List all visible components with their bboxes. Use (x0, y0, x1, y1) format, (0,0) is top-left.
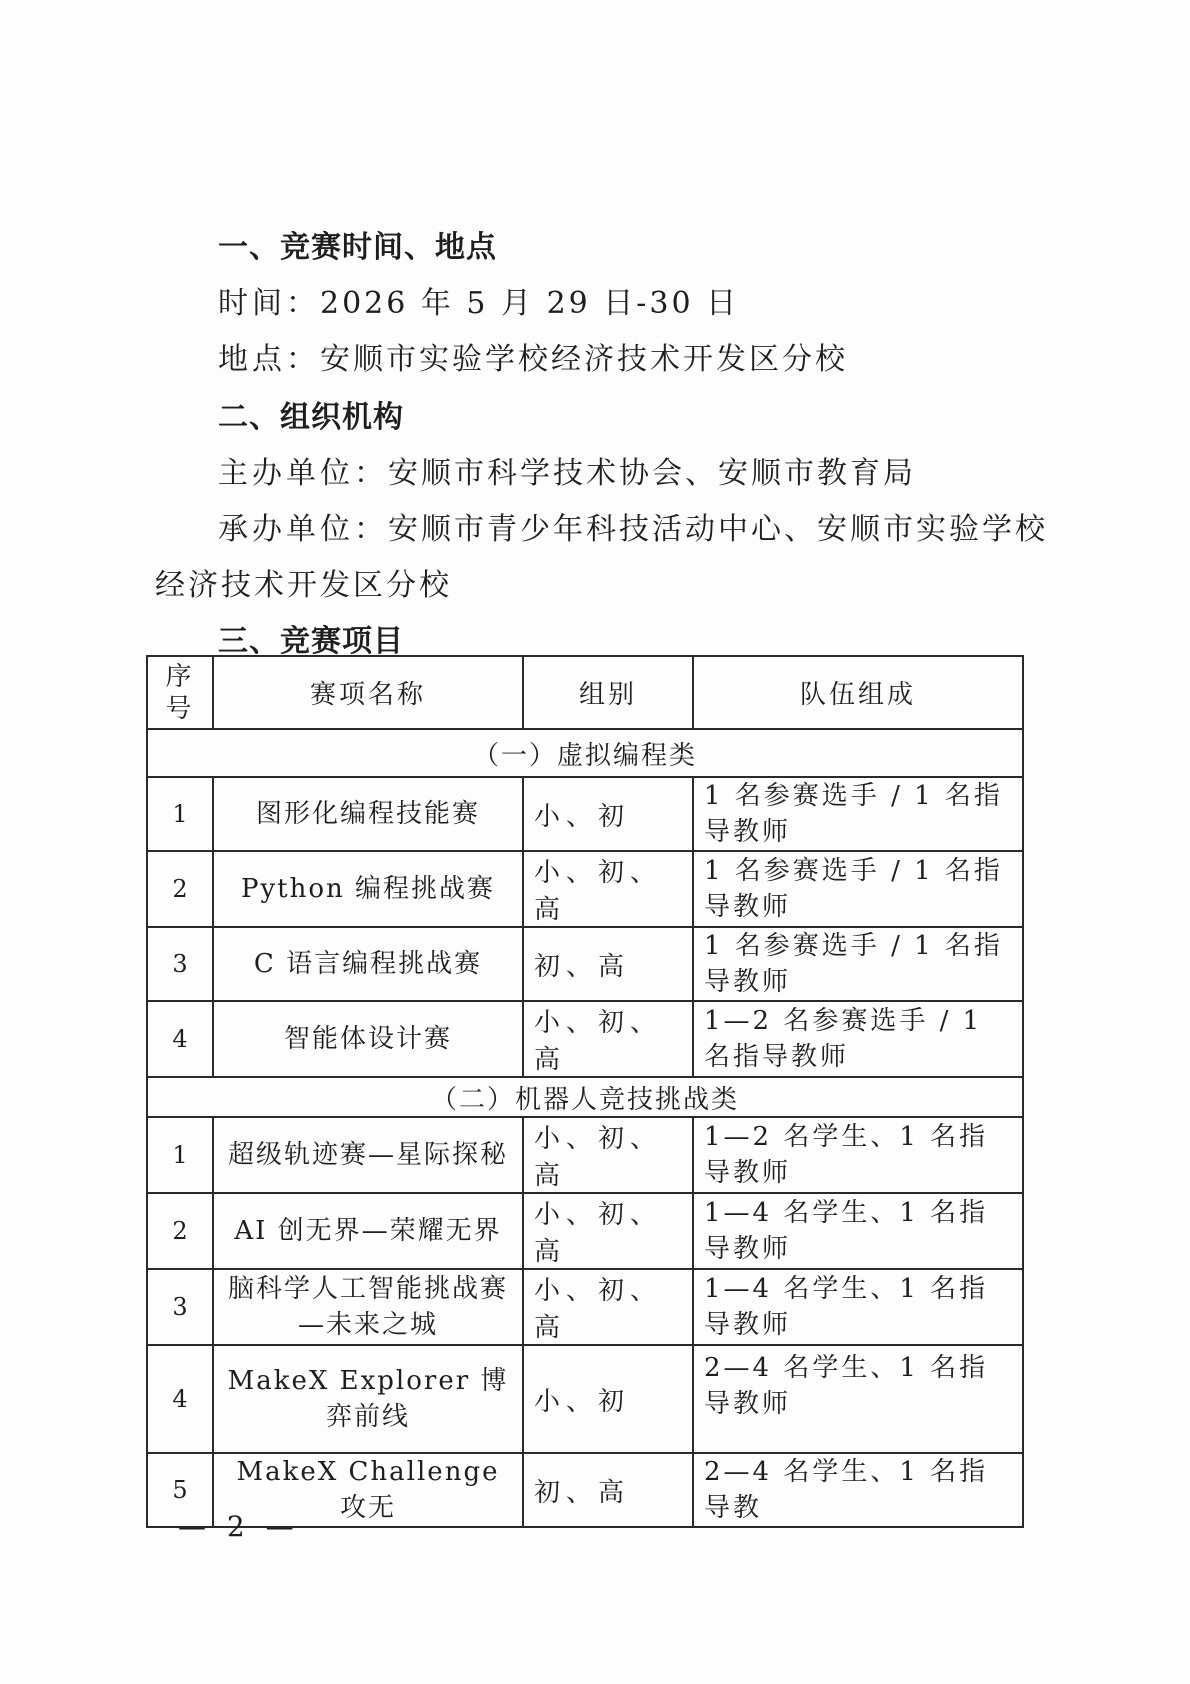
row-idx: 1 (147, 777, 213, 851)
category-row-robotics (147, 1077, 1023, 1117)
row-group: 小、初、高 (523, 1001, 693, 1077)
row-team: 1—4 名学生、1 名指导教师 (693, 1269, 1023, 1345)
row-idx: 5 (147, 1453, 213, 1527)
category-label: （二）机器人竞技挑战类 (147, 1077, 1023, 1117)
row-group: 小、初、高 (523, 851, 693, 927)
row-group: 小、初 (523, 1345, 693, 1453)
time-label: 时间： (218, 286, 320, 321)
row-name: AI 创无界—荣耀无界 (213, 1193, 523, 1269)
row-team: 1—2 名参赛选手 / 1 名指导教师 (693, 1001, 1023, 1077)
row-group: 小、初、高 (523, 1117, 693, 1193)
organizer-value-line1: 安顺市青少年科技活动中心、安顺市实验学校 (388, 512, 1048, 547)
table-row (147, 851, 1023, 927)
time-value: 2026 年 5 月 29 日-30 日 (320, 286, 740, 321)
header-idx (147, 656, 213, 729)
competition-table (146, 655, 1024, 1528)
row-team: 1—4 名学生、1 名指导教师 (693, 1193, 1023, 1269)
category-row-virtual-programming (147, 729, 1023, 777)
row-name: MakeX Challenge 攻无 (213, 1453, 523, 1527)
row-group: 小、初、高 (523, 1193, 693, 1269)
row-group: 小、初 (523, 777, 693, 851)
table-header-row (147, 656, 1023, 729)
host-line (218, 448, 916, 492)
row-name: 图形化编程技能赛 (213, 777, 523, 851)
category-label: （一）虚拟编程类 (147, 729, 1023, 777)
header-idx-line1: 序 (165, 661, 195, 692)
table-row (147, 777, 1023, 851)
row-group: 小、初、高 (523, 1269, 693, 1345)
row-idx: 3 (147, 927, 213, 1001)
place-value: 安顺市实验学校经济技术开发区分校 (320, 342, 848, 377)
table-row (147, 1193, 1023, 1269)
row-team: 1 名参赛选手 / 1 名指导教师 (693, 777, 1023, 851)
header-team: 队伍组成 (693, 656, 1023, 729)
row-idx: 2 (147, 1193, 213, 1269)
section3-heading: 三、竞赛项目 (218, 624, 404, 659)
row-name: 超级轨迹赛—星际探秘 (213, 1117, 523, 1193)
row-team: 1 名参赛选手 / 1 名指导教师 (693, 851, 1023, 927)
row-team: 2—4 名学生、1 名指导教师 (693, 1345, 1023, 1453)
row-idx: 1 (147, 1117, 213, 1193)
header-name: 赛项名称 (213, 656, 523, 729)
row-team: 1 名参赛选手 / 1 名指导教师 (693, 927, 1023, 1001)
table-row (147, 1269, 1023, 1345)
row-name: C 语言编程挑战赛 (213, 927, 523, 1001)
host-value: 安顺市科学技术协会、安顺市教育局 (388, 456, 916, 491)
row-idx: 2 (147, 851, 213, 927)
row-name: Python 编程挑战赛 (213, 851, 523, 927)
page-number: — 2 — (178, 1510, 300, 1543)
row-team: 2—4 名学生、1 名指导教 (693, 1453, 1023, 1527)
row-idx: 4 (147, 1001, 213, 1077)
section2-heading: 二、组织机构 (218, 400, 404, 435)
row-idx: 3 (147, 1269, 213, 1345)
table-row (147, 1001, 1023, 1077)
row-group: 初、高 (523, 1453, 693, 1527)
row-name: 脑科学人工智能挑战赛—未来之城 (213, 1269, 523, 1345)
organizer-line (218, 504, 1048, 548)
place-label: 地点： (218, 342, 320, 377)
row-group: 初、高 (523, 927, 693, 1001)
row-team: 1—2 名学生、1 名指导教师 (693, 1117, 1023, 1193)
organizer-label: 承办单位： (218, 512, 388, 547)
section1-heading: 一、竞赛时间、地点 (218, 230, 497, 265)
header-group: 组别 (523, 656, 693, 729)
row-name: MakeX Explorer 博弈前线 (213, 1345, 523, 1453)
place-line (218, 334, 848, 378)
table-row (147, 927, 1023, 1001)
host-label: 主办单位： (218, 456, 388, 491)
header-idx-line2: 号 (165, 693, 195, 724)
time-line (218, 278, 739, 322)
table-row (147, 1345, 1023, 1453)
row-name: 智能体设计赛 (213, 1001, 523, 1077)
table-row (147, 1117, 1023, 1193)
row-idx: 4 (147, 1345, 213, 1453)
organizer-line2: 经济技术开发区分校 (155, 568, 452, 603)
